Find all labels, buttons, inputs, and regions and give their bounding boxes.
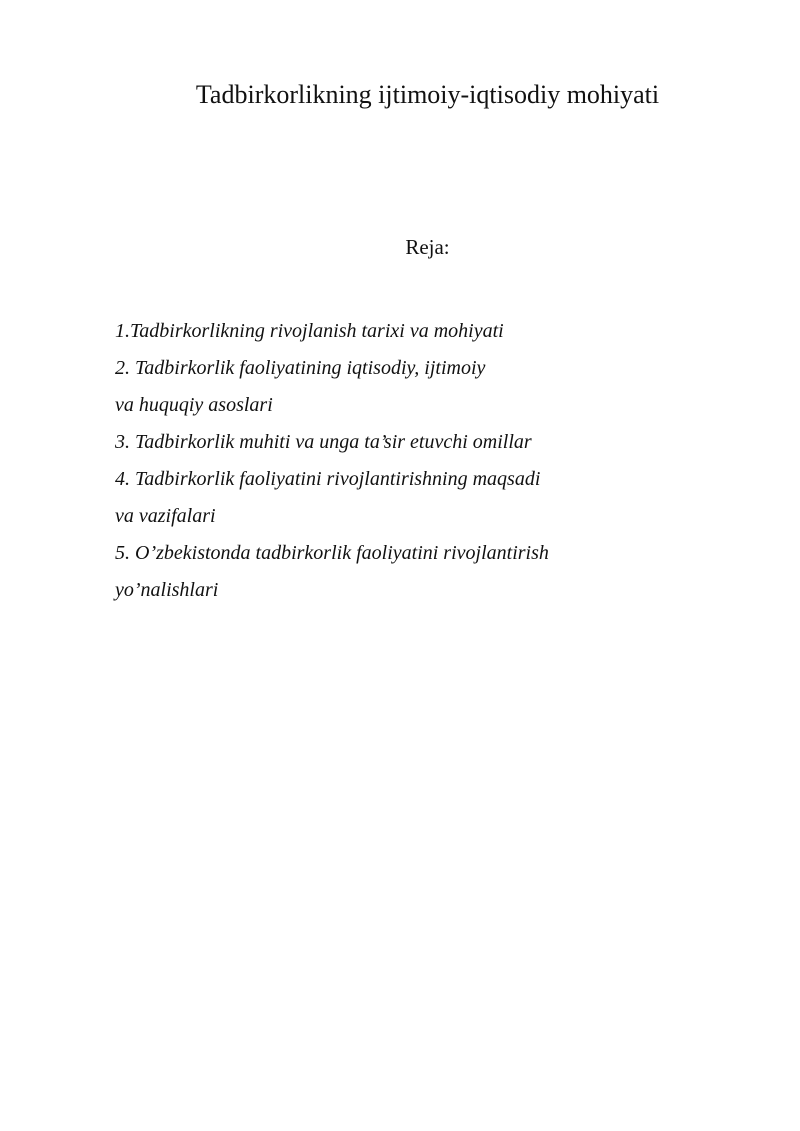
plan-line: va huquqiy asoslari: [115, 394, 273, 416]
plan-line: 5. O’zbekistonda tadbirkorlik faoliyatini rivojlantirish: [115, 542, 549, 564]
plan-line: yo’nalishlari: [115, 579, 219, 601]
plan-line: 2. Tadbirkorlik faoliyatining iqtisodiy, ijtimoiy: [115, 357, 486, 379]
plan-heading: Reja:: [405, 235, 450, 259]
plan-line: 1.Tadbirkorlikning rivojlanish tarixi va mohiyati: [115, 320, 504, 342]
plan-line: 3. Tadbirkorlik muhiti va unga ta’sir etuvchi omillar: [115, 431, 532, 453]
plan-line: va vazifalari: [115, 505, 216, 527]
document-title: Tadbirkorlikning ijtimoiy-iqtisodiy mohiyati: [195, 80, 660, 109]
plan-list: [115, 313, 715, 609]
plan-line: 4. Tadbirkorlik faoliyatini rivojlantirishning maqsadi: [115, 468, 541, 490]
